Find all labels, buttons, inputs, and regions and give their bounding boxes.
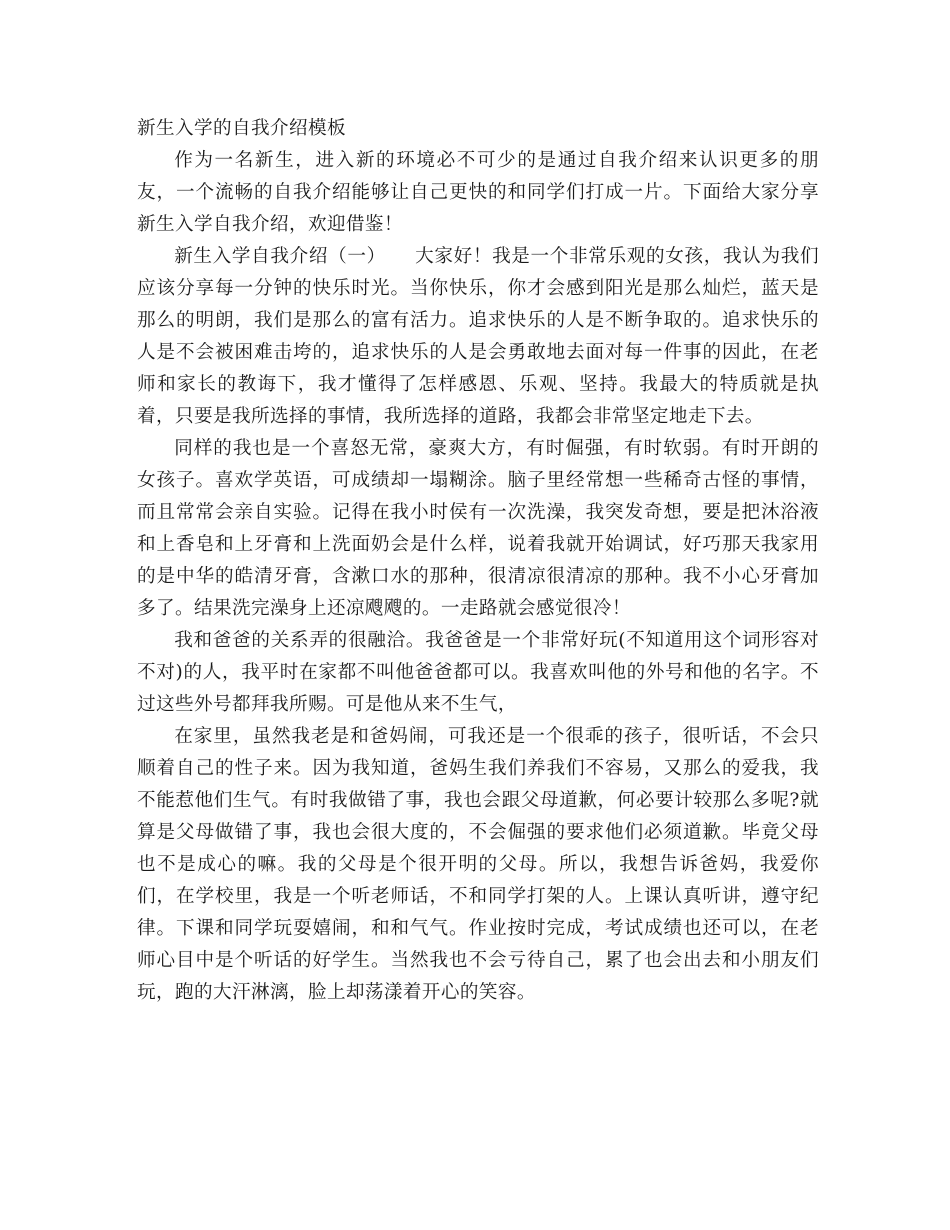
paragraph-self-intro-one: 新生入学自我介绍（一） 大家好！我是一个非常乐观的女孩，我认为我们应该分享每一分钟的快乐时光。当你快乐，你才会感到阳光是那么灿烂，蓝天是那么的明朗，我们是那么的富有活力。追求快乐的人是不断争取的。追求快乐的人是不会被困难击垮的，追求快乐的人是会勇敢地去面对每一件事的因此，在老师和家长的教诲下，我才懂得了怎样感恩、乐观、坚持。我最大的特质就是执着，只要是我所选择的事情，我所选择的道路，我都会非常坚定地走下去。 xyxy=(137,246,819,427)
paragraph-intro: 作为一名新生，进入新的环境必不可少的是通过自我介绍来认识更多的朋友，一个流畅的自我介绍能够让自己更快的和同学们打成一片。下面给大家分享新生入学自我介绍，欢迎借鉴！ xyxy=(137,150,819,235)
paragraph-family-school: 在家里，虽然我老是和爸妈闹，可我还是一个很乖的孩子，很听话，不会只顺着自己的性子来。因为我知道，爸妈生我们养我们不容易，又那么的爱我，我不能惹他们生气。有时我做错了事，我也会跟父母道歉，何必要计较那么多呢?就算是父母做错了事，我也会很大度的，不会倔强的要求他们必须道歉。毕竟父母也不是成心的嘛。我的父母是个很开明的父母。所以，我想告诉爸妈，我爱你们，在学校里，我是一个听老师话，不和同学打架的人。上课认真听讲，遵守纪律。下课和同学玩耍嬉闹，和和气气。作业按时完成，考试成绩也还可以，在老师心目中是个听话的好学生。当然我也不会亏待自己，累了也会出去和小朋友们玩，跑的大汗淋漓，脸上却荡漾着开心的笑容。 xyxy=(137,726,819,1003)
document-body xyxy=(137,113,819,1009)
paragraph-personality: 同样的我也是一个喜怒无常，豪爽大方，有时倔强，有时软弱。有时开朗的女孩子。喜欢学英语，可成绩却一塌糊涂。脑子里经常想一些稀奇古怪的事情，而且常常会亲自实验。记得在我小时侯有一次洗澡，我突发奇想，要是把沐浴液和上香皂和上牙膏和上洗面奶会是什么样，说着我就开始调试，好巧那天我家用的是中华的皓清牙膏，含漱口水的那种，很清凉很清凉的那种。我不小心牙膏加多了。结果洗完澡身上还凉飕飕的。一走路就会感觉很冷！ xyxy=(137,438,819,619)
paragraph-father: 我和爸爸的关系弄的很融洽。我爸爸是一个非常好玩(不知道用这个词形容对不对)的人，我平时在家都不叫他爸爸都可以。我喜欢叫他的外号和他的名字。不过这些外号都拜我所赐。可是他从来不生气， xyxy=(137,630,819,715)
document-title: 新生入学的自我介绍模板 xyxy=(137,118,346,139)
